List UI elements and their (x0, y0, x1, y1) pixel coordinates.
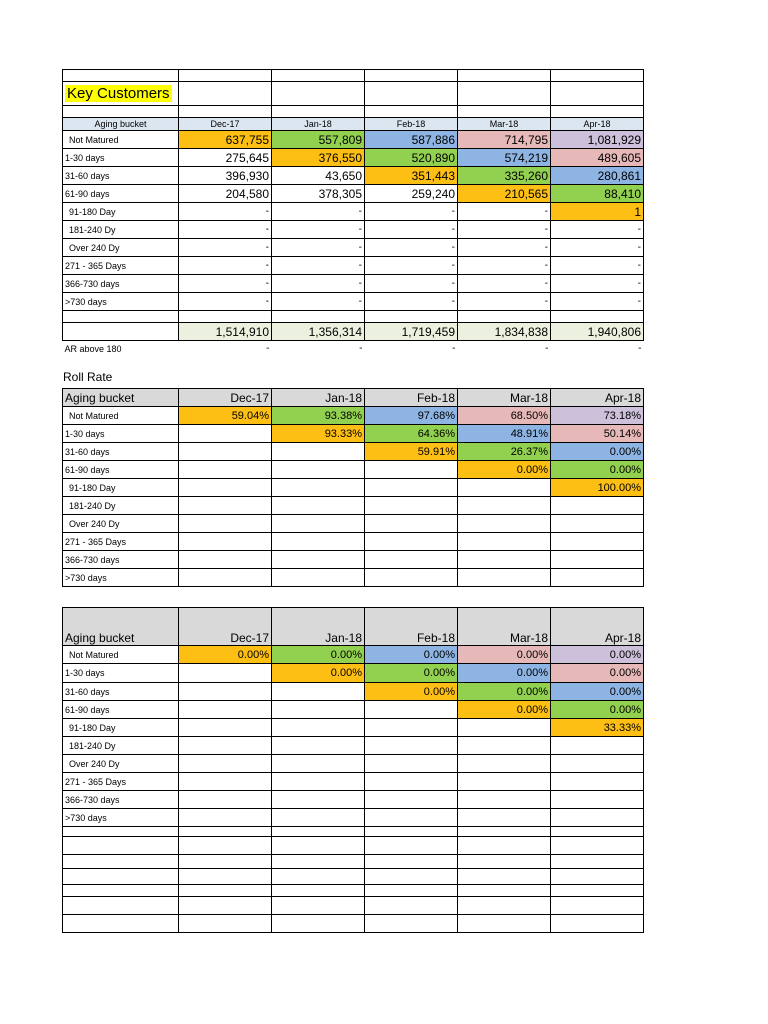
column-header[interactable]: Aging bucket (63, 608, 179, 646)
cell-value[interactable]: 100.00% (551, 479, 644, 497)
cell-value[interactable]: 0.00% (365, 646, 458, 664)
cell-value[interactable]: 587,886 (365, 131, 458, 149)
cell-value[interactable]: - (458, 221, 551, 239)
cell-value[interactable]: 43,650 (272, 167, 365, 185)
cell-value[interactable]: 280,861 (551, 167, 644, 185)
cell-value[interactable]: 0.00% (365, 664, 458, 683)
row-label[interactable]: Not Matured (63, 407, 179, 425)
cell-value[interactable]: - (458, 203, 551, 221)
row-label[interactable]: 31-60 days (63, 443, 179, 461)
key-customers-title: Key Customers (67, 84, 170, 102)
table-row (63, 167, 644, 185)
column-header[interactable]: Aging bucket (63, 118, 179, 131)
cell-value[interactable]: 33.33% (551, 719, 644, 737)
cell-value[interactable]: 520,890 (365, 149, 458, 167)
table-row (63, 185, 644, 203)
table-row (63, 221, 644, 239)
cell-value[interactable]: - (272, 275, 365, 293)
row-label[interactable]: >730 days (63, 569, 179, 587)
cell-value[interactable] (272, 461, 365, 479)
row-label[interactable]: Over 240 Dy (63, 755, 179, 773)
roll-rate-title: Roll Rate (63, 370, 113, 384)
total-value[interactable]: 1,356,314 (272, 323, 365, 341)
cell-value[interactable]: 0.00% (458, 683, 551, 701)
cell-value[interactable]: 637,755 (179, 131, 272, 149)
cell-value[interactable]: 64.36% (365, 425, 458, 443)
table-row (63, 70, 644, 82)
cell-value[interactable]: 489,605 (551, 149, 644, 167)
row-label[interactable]: 271 - 365 Days (63, 773, 179, 791)
cell-value[interactable] (179, 479, 272, 497)
table-row (63, 149, 644, 167)
row-label[interactable]: 181-240 Dy (63, 737, 179, 755)
cell-value[interactable]: 93.38% (272, 407, 365, 425)
cell-value[interactable]: - (458, 239, 551, 257)
table-row (63, 203, 644, 221)
cell-value[interactable] (458, 479, 551, 497)
cell-value[interactable] (179, 683, 272, 701)
table-row (63, 791, 644, 809)
cell-value[interactable] (179, 701, 272, 719)
table-row (63, 275, 644, 293)
cell-value[interactable]: - (458, 275, 551, 293)
cell-value[interactable]: 210,565 (458, 185, 551, 203)
cell-value[interactable]: 714,795 (458, 131, 551, 149)
cell-value[interactable]: - (179, 257, 272, 275)
cell-value[interactable]: - (551, 257, 644, 275)
cell-value[interactable]: 26.37% (458, 443, 551, 461)
column-header[interactable]: Dec-17 (179, 118, 272, 131)
table-row (63, 551, 644, 569)
cell-value[interactable]: 59.04% (179, 407, 272, 425)
row-label[interactable]: 91-180 Day (63, 719, 179, 737)
cell-value[interactable]: - (179, 221, 272, 239)
table-row (63, 885, 644, 897)
cell-value[interactable]: 0.00% (272, 664, 365, 683)
total-value[interactable]: 1,514,910 (179, 323, 272, 341)
cell-value[interactable]: 0.00% (458, 646, 551, 664)
row-label[interactable]: Over 240 Dy (63, 239, 179, 257)
table-row (63, 683, 644, 701)
cell-value[interactable]: 0.00% (458, 461, 551, 479)
table-row (63, 915, 644, 933)
table-row (63, 407, 644, 425)
cell-value[interactable]: - (365, 293, 458, 311)
row-label[interactable]: 61-90 days (63, 461, 179, 479)
table-row (63, 515, 644, 533)
table-row (63, 837, 644, 855)
cell-value[interactable]: 275,645 (179, 149, 272, 167)
column-header[interactable]: Dec-17 (179, 608, 272, 646)
total-value[interactable]: 1,940,806 (551, 323, 644, 341)
cell-value[interactable] (179, 664, 272, 683)
cell-value[interactable]: - (272, 239, 365, 257)
table-row (63, 443, 644, 461)
cell-value[interactable] (365, 461, 458, 479)
cell-value[interactable]: 351,443 (365, 167, 458, 185)
cell-value[interactable]: - (365, 239, 458, 257)
cell-value[interactable]: - (179, 203, 272, 221)
column-header[interactable]: Apr-18 (551, 118, 644, 131)
table-row (63, 257, 644, 275)
cell-value[interactable]: 0.00% (458, 664, 551, 683)
row-label[interactable]: 181-240 Dy (63, 497, 179, 515)
cell-value[interactable]: 97.68% (365, 407, 458, 425)
row-label[interactable]: 1-30 days (63, 664, 179, 683)
cell-value[interactable] (179, 719, 272, 737)
cell-value[interactable]: - (551, 221, 644, 239)
cell-value[interactable]: 259,240 (365, 185, 458, 203)
row-label[interactable]: 91-180 Day (63, 479, 179, 497)
header-row (63, 608, 644, 646)
cell-value[interactable]: - (272, 293, 365, 311)
cell-value[interactable]: - (272, 221, 365, 239)
cell-value[interactable] (458, 719, 551, 737)
cell-value[interactable]: - (179, 293, 272, 311)
table-row (63, 664, 644, 683)
table-row (63, 855, 644, 869)
row-label[interactable]: 366-730 days (63, 551, 179, 569)
row-label[interactable]: 61-90 days (63, 701, 179, 719)
cell-value[interactable] (179, 461, 272, 479)
ar-above-label[interactable]: AR above 180 (64, 343, 122, 354)
total-value[interactable]: 1,719,459 (365, 323, 458, 341)
table-row (63, 809, 644, 827)
row-label[interactable]: 271 - 365 Days (63, 257, 179, 275)
row-label[interactable]: 61-90 days (63, 185, 179, 203)
column-header[interactable]: Feb-18 (365, 608, 458, 646)
cell-value[interactable] (272, 719, 365, 737)
cell-value[interactable]: 48.91% (458, 425, 551, 443)
cell-value[interactable]: 557,809 (272, 131, 365, 149)
table-row (63, 755, 644, 773)
cell-value[interactable] (272, 479, 365, 497)
table-row (63, 719, 644, 737)
row-label[interactable]: 1-30 days (63, 425, 179, 443)
table-row (63, 497, 644, 515)
table-row (63, 737, 644, 755)
ar-above-row (63, 341, 644, 357)
column-header[interactable]: Apr-18 (551, 389, 644, 407)
header-row (63, 389, 644, 407)
row-label[interactable]: 366-730 days (63, 791, 179, 809)
cell-value[interactable]: 0.00% (551, 664, 644, 683)
total-value[interactable]: 1,834,838 (458, 323, 551, 341)
cell-value[interactable] (272, 701, 365, 719)
table-row (63, 239, 644, 257)
table-row (63, 646, 644, 664)
cell-value[interactable]: - (365, 203, 458, 221)
cell-value[interactable]: 68.50% (458, 407, 551, 425)
column-header[interactable]: Feb-18 (365, 118, 458, 131)
table-row (63, 701, 644, 719)
cell-value[interactable]: 376,550 (272, 149, 365, 167)
table-row (63, 533, 644, 551)
cell-value[interactable]: - (272, 257, 365, 275)
cell-value[interactable]: 50.14% (551, 425, 644, 443)
cell-value[interactable]: - (365, 275, 458, 293)
table-row (63, 293, 644, 311)
cell-value[interactable] (179, 443, 272, 461)
cell-value[interactable]: 73.18% (551, 407, 644, 425)
row-label[interactable]: 271 - 365 Days (63, 533, 179, 551)
row-label[interactable]: 31-60 days (63, 683, 179, 701)
key-customers-title-cell[interactable] (63, 82, 179, 106)
row-label[interactable]: 181-240 Dy (63, 221, 179, 239)
cell-value[interactable]: 204,580 (179, 185, 272, 203)
cell-value[interactable]: - (179, 239, 272, 257)
table-row (63, 479, 644, 497)
column-header[interactable]: Jan-18 (272, 118, 365, 131)
cell-value[interactable]: 0.00% (272, 646, 365, 664)
cell-value[interactable]: 0.00% (551, 443, 644, 461)
ar-above-value[interactable]: - (638, 343, 642, 355)
ar-above-value[interactable]: - (266, 343, 270, 355)
cell-value[interactable]: 88,410 (551, 185, 644, 203)
table-row (63, 773, 644, 791)
table-row (63, 82, 644, 106)
table-row (63, 311, 644, 323)
cell-value[interactable]: 0.00% (179, 646, 272, 664)
ar-above-value[interactable]: - (545, 343, 549, 355)
cell-value[interactable]: 1,081,929 (551, 131, 644, 149)
cell-value[interactable]: 0.00% (551, 461, 644, 479)
aging-percentage-table (62, 607, 644, 933)
row-label[interactable]: Over 240 Dy (63, 515, 179, 533)
table-row (63, 106, 644, 118)
cell-value[interactable] (179, 425, 272, 443)
cell-value[interactable]: 1 (551, 203, 644, 221)
column-header[interactable]: Jan-18 (272, 608, 365, 646)
key-customers-table (62, 69, 644, 357)
cell-value[interactable] (365, 479, 458, 497)
header-row (63, 118, 644, 131)
table-row (63, 461, 644, 479)
cell-value[interactable]: 0.00% (551, 646, 644, 664)
row-label[interactable]: 31-60 days (63, 167, 179, 185)
cell-value[interactable]: 0.00% (551, 683, 644, 701)
cell-value[interactable]: - (272, 203, 365, 221)
cell-value[interactable]: 378,305 (272, 185, 365, 203)
row-label[interactable]: >730 days (63, 293, 179, 311)
cell-value[interactable] (272, 443, 365, 461)
cell-value[interactable]: - (458, 257, 551, 275)
cell-value[interactable]: - (365, 257, 458, 275)
row-label[interactable]: 366-730 days (63, 275, 179, 293)
row-label[interactable]: Not Matured (63, 131, 179, 149)
cell-value[interactable]: - (365, 221, 458, 239)
cell-value[interactable] (365, 701, 458, 719)
cell-value[interactable]: 335,260 (458, 167, 551, 185)
column-header[interactable]: Mar-18 (458, 608, 551, 646)
cell-value[interactable]: - (551, 239, 644, 257)
ar-above-value[interactable]: - (452, 343, 456, 355)
column-header[interactable]: Aging bucket (63, 389, 179, 407)
cell-value[interactable]: 0.00% (365, 683, 458, 701)
cell-value[interactable] (272, 683, 365, 701)
column-header[interactable]: Dec-17 (179, 389, 272, 407)
table-row (63, 569, 644, 587)
cell-value[interactable]: 0.00% (551, 701, 644, 719)
table-row (63, 897, 644, 915)
column-header[interactable]: Jan-18 (272, 389, 365, 407)
table-row (63, 131, 644, 149)
column-header[interactable]: Apr-18 (551, 608, 644, 646)
cell-value[interactable]: 93.33% (272, 425, 365, 443)
cell-value[interactable]: 574,219 (458, 149, 551, 167)
column-header[interactable]: Mar-18 (458, 389, 551, 407)
table-row (63, 425, 644, 443)
column-header[interactable]: Feb-18 (365, 389, 458, 407)
table-row (63, 827, 644, 837)
totals-row (63, 323, 644, 341)
cell-value[interactable]: - (179, 275, 272, 293)
roll-rate-table (62, 388, 644, 587)
ar-above-value[interactable]: - (359, 343, 363, 355)
cell-value[interactable] (365, 719, 458, 737)
table-row (63, 869, 644, 885)
cell-value[interactable]: - (551, 293, 644, 311)
cell-value[interactable]: 396,930 (179, 167, 272, 185)
cell-value[interactable]: 0.00% (458, 701, 551, 719)
cell-value[interactable]: - (551, 275, 644, 293)
column-header[interactable]: Mar-18 (458, 118, 551, 131)
row-label[interactable]: >730 days (63, 809, 179, 827)
cell-value[interactable]: 59.91% (365, 443, 458, 461)
row-label[interactable]: 91-180 Day (63, 203, 179, 221)
row-label[interactable]: 1-30 days (63, 149, 179, 167)
row-label[interactable]: Not Matured (63, 646, 179, 664)
cell-value[interactable]: - (458, 293, 551, 311)
